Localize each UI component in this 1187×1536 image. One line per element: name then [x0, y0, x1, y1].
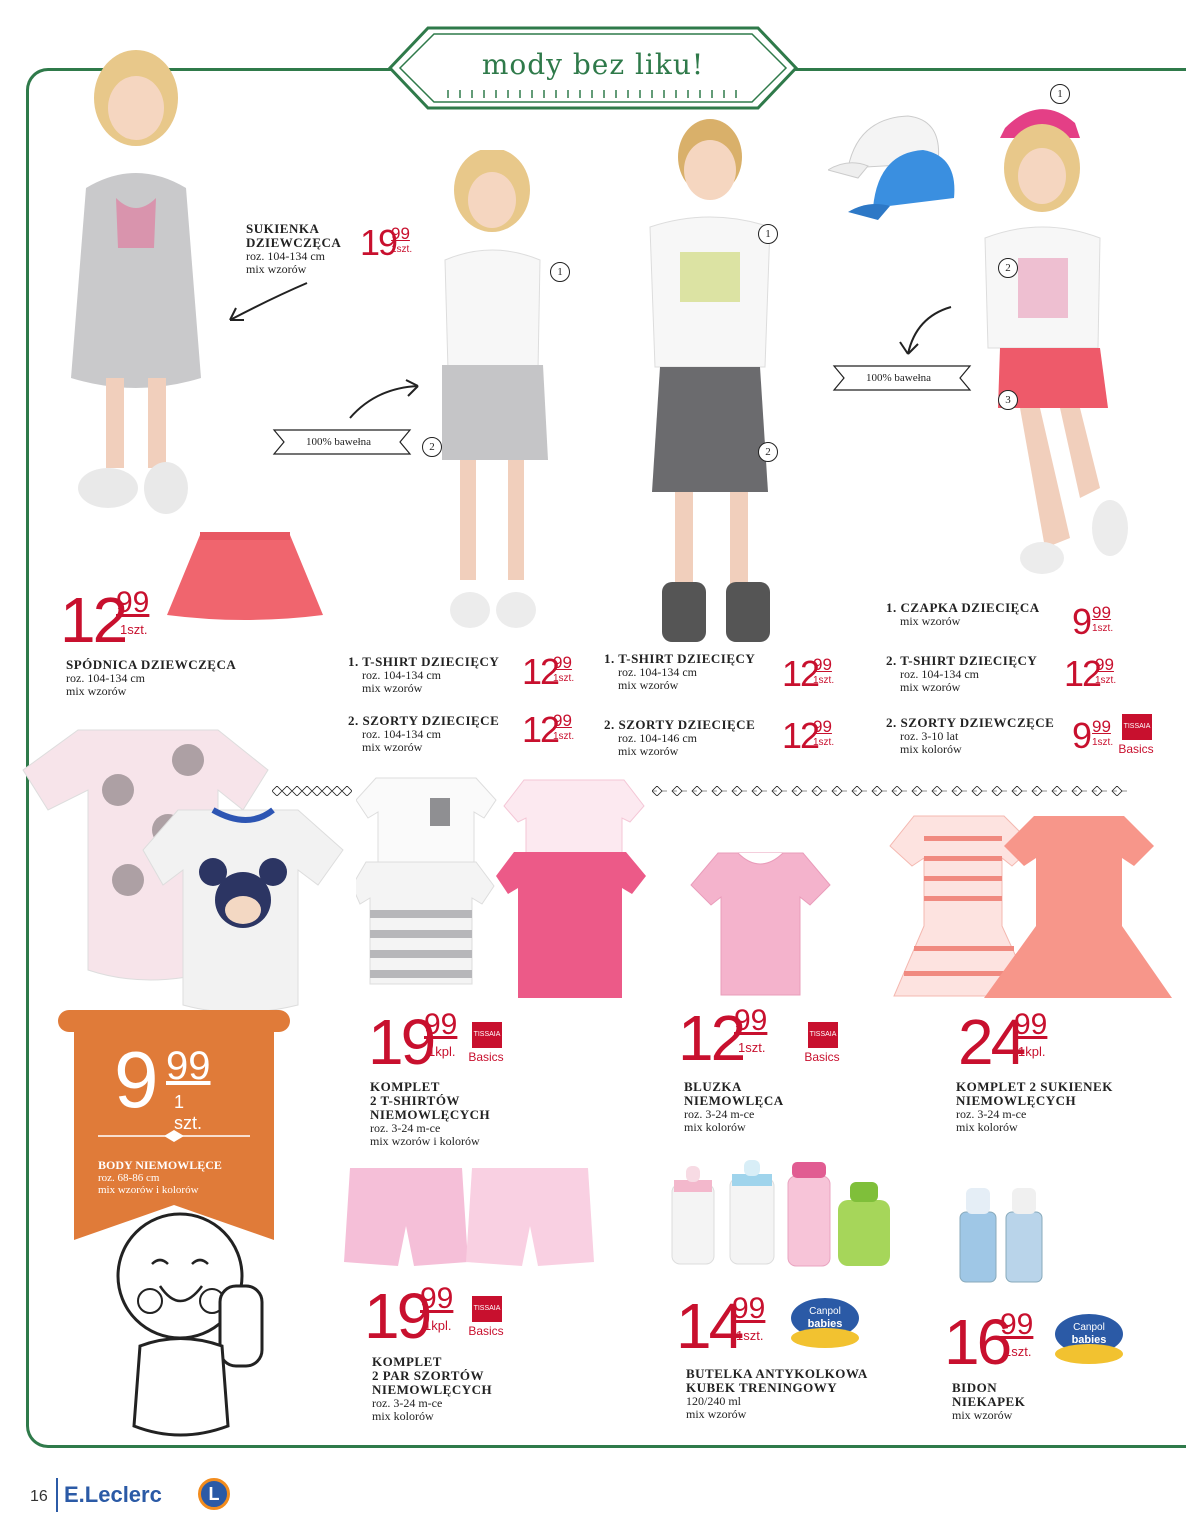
girl1-shorts-name: 2. SZORTY DZIECIĘCE	[348, 713, 500, 728]
cotton-label-text: 100% bawełna	[306, 436, 372, 448]
blouse-pattern: mix kolorów	[684, 1120, 746, 1134]
marker-circle-2: 2	[422, 437, 442, 457]
girl-white-tee-photo	[430, 150, 555, 635]
dress-set-size: roz. 3-24 m-ce	[956, 1107, 1027, 1121]
girl2-tshirt-pattern: mix wzorów	[900, 680, 961, 694]
bottle-name-line1: BUTELKA ANTYKOLKOWA	[686, 1366, 868, 1381]
girl-pink-cap-photo	[950, 88, 1135, 588]
bidon-name-line1: BIDON	[952, 1380, 998, 1395]
marker-circle-2: 2	[758, 442, 778, 462]
tshirt-set-size: roz. 3-24 m-ce	[370, 1121, 441, 1135]
tshirt-set-name-line3: NIEMOWLĘCYCH	[370, 1107, 491, 1122]
tissaia-basics-logo: TISSAIA Basics	[1114, 714, 1158, 758]
body-name: BODY NIEMOWLĘCE	[98, 1158, 222, 1172]
marker-circle-2: 2	[998, 258, 1018, 278]
shorts-set-name-line3: NIEMOWLĘCYCH	[372, 1382, 493, 1397]
svg-text:Canpol: Canpol	[809, 1306, 841, 1317]
marker-circle-1: 1	[550, 262, 570, 282]
dress-set-name-line1: KOMPLET 2 SUKIENEK	[956, 1079, 1113, 1094]
svg-text:Canpol: Canpol	[1073, 1322, 1105, 1333]
bidon-pattern: mix wzorów	[952, 1408, 1013, 1422]
shorts-set-pattern: mix kolorów	[372, 1409, 434, 1423]
body-details: roz. 68-86 cm mix wzorów i kolorów	[98, 1172, 199, 1196]
girl-grey-dress-photo	[36, 48, 236, 523]
tshirt-set-name-line1: KOMPLET	[370, 1079, 440, 1094]
leclerc-logo-text: E.Leclerc	[64, 1482, 162, 1507]
baby-dresses-photo	[884, 806, 1174, 1006]
baby-bodysuits-photo	[18, 720, 348, 1020]
arrow-icon	[346, 378, 426, 423]
dress-name-line1: SUKIENKA	[246, 221, 320, 236]
boy-tshirt-name: 1. T-SHIRT DZIECIĘCY	[604, 651, 756, 666]
tissaia-basics-logo: TISSAIA Basics	[800, 1022, 844, 1066]
blouse-name-line1: BLUZKA	[684, 1079, 742, 1094]
cap-name: 1. CZAPKA DZIECIĘCA	[886, 600, 1040, 615]
boy-shorts-name: 2. SZORTY DZIECIĘCE	[604, 717, 756, 732]
girl2-tshirt-name: 2. T-SHIRT DZIECIĘCY	[886, 653, 1038, 668]
svg-text:babies: babies	[1071, 1334, 1107, 1346]
bottle-name-line2: KUBEK TRENINGOWY	[686, 1380, 838, 1395]
skirt-size: roz. 104-134 cm	[66, 671, 145, 685]
dress-pattern: mix wzorów	[246, 262, 307, 276]
dress-set-pattern: mix kolorów	[956, 1120, 1018, 1134]
page-title: mody bez liku!	[481, 48, 705, 81]
shorts-set-size: roz. 3-24 m-ce	[372, 1396, 443, 1410]
girl2-shorts-name: 2. SZORTY DZIEWCZĘCE	[886, 715, 1055, 730]
leclerc-logo-icon: L	[198, 1478, 230, 1510]
caps-photo	[828, 108, 958, 223]
girl1-shorts-pattern: mix wzorów	[362, 740, 423, 754]
girl2-tshirt-size: roz. 104-134 cm	[900, 667, 979, 681]
page-number: 16	[30, 1488, 48, 1505]
divider	[652, 786, 1132, 796]
marker-circle-1: 1	[1050, 84, 1070, 104]
baby-tshirts-photo	[356, 770, 646, 1002]
marker-circle-3: 3	[998, 390, 1018, 410]
svg-text:babies: babies	[807, 1318, 843, 1330]
boy-shorts-size: roz. 104-146 cm	[618, 731, 697, 745]
baby-blouse-photo	[688, 845, 833, 1000]
girl2-shorts-size: roz. 3-10 lat	[900, 729, 959, 743]
dress-size: roz. 104-134 cm	[246, 249, 325, 263]
marker-circle-1: 1	[758, 224, 778, 244]
tissaia-basics-logo: TISSAIA Basics	[464, 1296, 508, 1340]
boy-shorts-pattern: mix wzorów	[618, 744, 679, 758]
cap-pattern: mix wzorów	[900, 614, 961, 628]
bottle-size: 120/240 ml	[686, 1394, 742, 1408]
tshirt-set-pattern: mix wzorów i kolorów	[370, 1134, 480, 1148]
girl1-shorts-size: roz. 104-134 cm	[362, 727, 441, 741]
cotton-label-text: 100% bawełna	[866, 372, 932, 384]
baby-bottle-drawing	[110, 1206, 270, 1446]
shorts-set-name-line1: KOMPLET	[372, 1354, 442, 1369]
tissaia-basics-logo: TISSAIA Basics	[464, 1022, 508, 1066]
skirt-pattern: mix wzorów	[66, 684, 127, 698]
boy-tshirt-pattern: mix wzorów	[618, 678, 679, 692]
girl2-shorts-pattern: mix kolorów	[900, 742, 962, 756]
arrow-icon	[222, 278, 312, 328]
girl1-tshirt-name: 1. T-SHIRT DZIECIĘCY	[348, 654, 500, 669]
tshirt-set-name-line2: 2 T-SHIRTÓW	[370, 1093, 460, 1108]
arrow-icon	[896, 302, 956, 362]
sippy-cups-photo	[956, 1184, 1046, 1284]
canpol-babies-logo	[1052, 1312, 1126, 1366]
dress-set-name-line2: NIEMOWLĘCYCH	[956, 1093, 1077, 1108]
bottle-pattern: mix wzorów	[686, 1407, 747, 1421]
bidon-name-line2: NIEKAPEK	[952, 1394, 1026, 1409]
baby-bottles-photo	[666, 1160, 896, 1270]
canpol-babies-logo	[788, 1296, 862, 1350]
boy-skateboard-tee-photo	[640, 112, 780, 647]
skirt-name: SPÓDNICA DZIEWCZĘCA	[66, 657, 237, 672]
blouse-size: roz. 3-24 m-ce	[684, 1107, 755, 1121]
dress-name-line2: DZIEWCZĘCA	[246, 235, 342, 250]
coral-skirt-photo	[165, 530, 325, 620]
girl1-tshirt-size: roz. 104-134 cm	[362, 668, 441, 682]
baby-shorts-photo	[344, 1162, 594, 1272]
blouse-name-line2: NIEMOWLĘCA	[684, 1093, 784, 1108]
boy-tshirt-size: roz. 104-134 cm	[618, 665, 697, 679]
footer-divider	[56, 1478, 58, 1512]
shorts-set-name-line2: 2 PAR SZORTÓW	[372, 1368, 484, 1383]
girl1-tshirt-pattern: mix wzorów	[362, 681, 423, 695]
